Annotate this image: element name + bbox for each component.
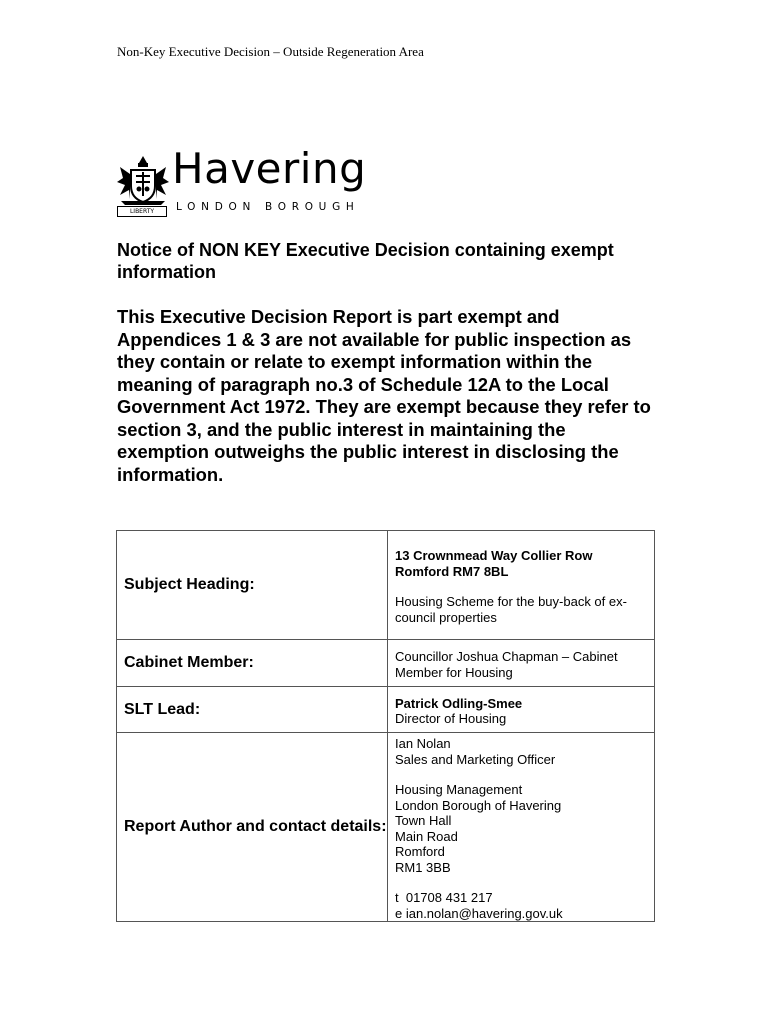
author-role: Sales and Marketing Officer (395, 751, 556, 767)
exempt-statement: This Executive Decision Report is part exempt and Appendices 1 & 3 are not available for public inspection as they contain or relate to exempt information within the meaning of paragraph no.3 of Schedule 12A to the Local Government Act 1972. They are exempt because they refer to section 3, and the public interest in maintaining the exemption outweighs the public interest in disclosing the information. (117, 306, 651, 485)
author-email: e ian.nolan@havering.gov.uk (395, 905, 563, 921)
author-address-line: Housing Management (395, 782, 523, 797)
table-row (117, 733, 655, 922)
subject-heading-label: Subject Heading: (117, 531, 388, 640)
author-address-line: London Borough of Havering (395, 797, 562, 813)
table-row (117, 640, 655, 687)
slt-lead-name: Patrick Odling-Smee (395, 695, 523, 711)
author-name: Ian Nolan (395, 736, 451, 751)
author-address-line: Romford (395, 844, 445, 859)
decision-details-table (116, 530, 655, 922)
slt-lead-title: Director of Housing (395, 711, 507, 726)
report-author-value (388, 733, 655, 922)
cabinet-member-value: Councillor Joshua Chapman – Cabinet Member for Housing (388, 640, 655, 687)
notice-title: Notice of NON KEY Executive Decision containing exempt information (117, 240, 614, 282)
report-author-label: Report Author and contact details: (117, 733, 388, 922)
table-row (117, 531, 655, 640)
table-row (117, 687, 655, 733)
logo-wordmark: Havering (172, 144, 367, 193)
subject-heading-value (388, 531, 655, 640)
author-address-line: Town Hall (395, 813, 452, 828)
author-phone: t 01708 431 217 (395, 890, 493, 905)
subject-address-line2: Romford RM7 8BL (395, 563, 509, 579)
subject-address-line1: 13 Crownmead Way Collier Row (395, 548, 593, 563)
havering-logo (114, 144, 399, 220)
logo-subtitle: LONDON BOROUGH (176, 201, 360, 213)
subject-description: Housing Scheme for the buy-back of ex-council properties (395, 594, 627, 625)
slt-lead-value (388, 687, 655, 733)
author-address-line: RM1 3BB (395, 859, 451, 875)
running-header: Non-Key Executive Decision – Outside Regeneration Area (117, 44, 424, 59)
slt-lead-label: SLT Lead: (117, 687, 388, 733)
cabinet-member-label: Cabinet Member: (117, 640, 388, 687)
logo-motto: LIBERTY (117, 206, 167, 217)
author-address-line: Main Road (395, 828, 458, 844)
